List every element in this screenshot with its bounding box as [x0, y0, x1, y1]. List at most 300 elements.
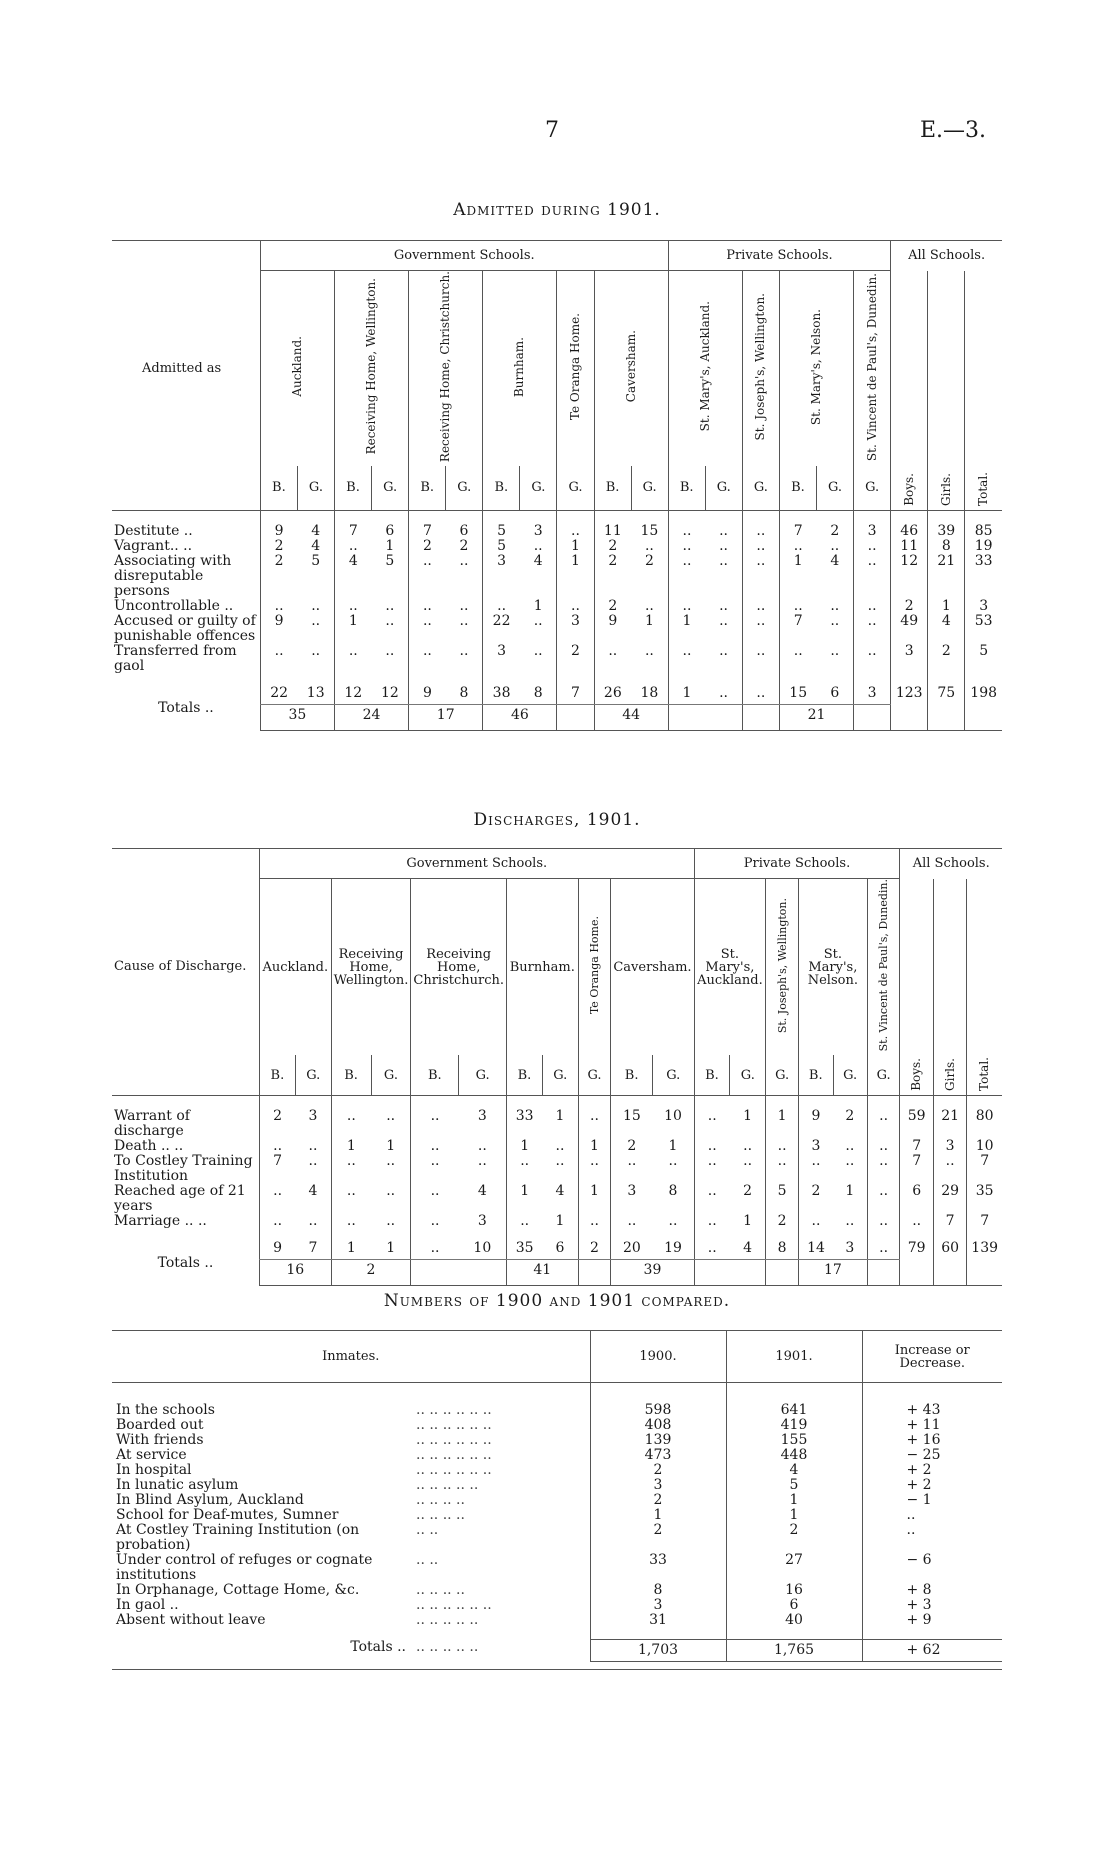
admitted-cell: 85: [965, 524, 1002, 539]
admitted-row-label: Uncontrollable ..: [114, 598, 234, 615]
compared-row-boarded-out: [112, 1418, 1002, 1433]
discharges-table: [112, 848, 1002, 1286]
discharges-school-te-oranga: Te Oranga Home.: [578, 879, 611, 1056]
admitted-cell: ..: [742, 539, 779, 554]
admitted-school-te-oranga: Te Oranga Home.: [557, 271, 594, 467]
discharges-school-burnham: Burnham.: [507, 879, 579, 1056]
admitted-cell: 49: [891, 614, 928, 644]
page-number: 7: [545, 118, 559, 143]
admitted-combined-total: 21: [779, 705, 853, 731]
admitted-total-cell: 3: [854, 686, 891, 705]
admitted-cell: 3: [483, 644, 520, 674]
discharges-school-st-vincent: St. Vincent de Paul's, Dunedin.: [867, 879, 900, 1056]
admitted-cell: 1: [557, 539, 594, 554]
compared-row-label: With friends: [116, 1431, 204, 1448]
discharges-subheader-14: B.: [798, 1055, 833, 1095]
admitted-cell: ..: [409, 599, 446, 614]
discharges-cell: ..: [668, 1153, 678, 1170]
admitted-cell: 2: [459, 538, 469, 555]
discharges-total-cell: ..: [867, 1241, 900, 1260]
admitted-cell: 11: [891, 539, 928, 554]
admitted-cell: ..: [830, 538, 840, 555]
admitted-cell: 1: [557, 554, 594, 599]
admitted-combined-total: 35: [260, 705, 334, 731]
admitted-row-label: Transferred from gaol: [114, 643, 237, 675]
discharges-cell: ..: [743, 1153, 753, 1170]
admitted-cell: ..: [459, 553, 469, 570]
admitted-cell: ..: [409, 614, 446, 644]
admitted-cell: 1: [533, 598, 543, 615]
admitted-cell: ..: [594, 644, 631, 674]
admitted-cell: ..: [644, 538, 654, 555]
admitted-school-st-josephs: St. Joseph's, Wellington.: [742, 271, 779, 467]
admitted-cell: ..: [459, 643, 469, 660]
admitted-cell: 9: [260, 614, 297, 644]
discharges-cell: 80: [967, 1109, 1002, 1139]
admitted-cell: ..: [311, 598, 321, 615]
discharges-cell: 2: [743, 1183, 753, 1200]
admitted-total-cell: 12: [372, 686, 409, 705]
admitted-cell: ..: [779, 599, 816, 614]
admitted-cell: 1: [385, 538, 395, 555]
compared-y1901-cell: 1: [726, 1508, 862, 1523]
compared-y1901-cell: 4: [726, 1463, 862, 1478]
admitted-subheader-5: G.: [446, 466, 483, 510]
admitted-cell: ..: [557, 524, 594, 539]
compared-y1901-cell: 2: [726, 1523, 862, 1553]
discharges-school-st-marys-auckland: St. Mary's, Auckland.: [694, 879, 766, 1056]
admitted-cell: ..: [385, 643, 395, 660]
discharges-cell: 2: [798, 1184, 833, 1214]
admitted-cell: 46: [891, 524, 928, 539]
admitted-totals-label: Totals ..: [158, 699, 214, 716]
admitted-total-cell: ..: [705, 686, 742, 705]
admitted-cell: 4: [830, 553, 840, 570]
discharges-subheader-5: G.: [459, 1055, 507, 1095]
compared-row-leader-dots: .. .. .. .. .. ..: [416, 1416, 492, 1433]
compared-y1901-cell: 16: [726, 1583, 862, 1598]
compared-y1901-cell: 27: [726, 1553, 862, 1583]
discharges-school-wellington: Receiving Home, Wellington.: [331, 879, 411, 1056]
discharges-total-cell: ..: [694, 1241, 730, 1260]
discharges-cell: 7: [967, 1154, 1002, 1184]
admitted-cell: ..: [854, 644, 891, 674]
admitted-row-label: Destitute ..: [114, 523, 193, 540]
admitted-cell: ..: [854, 554, 891, 599]
discharges-cell: ..: [386, 1153, 396, 1170]
admitted-subheader-2: B.: [334, 466, 371, 510]
admitted-cell: ..: [719, 613, 728, 630]
admitted-subheader-14: B.: [779, 466, 816, 510]
admitted-total-cell: 18: [631, 686, 668, 705]
admitted-row-label: Vagrant.. ..: [114, 538, 193, 555]
discharges-cell: ..: [867, 1139, 900, 1154]
admitted-cell: ..: [668, 524, 705, 539]
discharges-cell: 1: [507, 1139, 543, 1154]
admitted-subheader-6: B.: [483, 466, 520, 510]
admitted-cell: ..: [719, 538, 728, 555]
discharges-total-cell: 139: [967, 1241, 1002, 1260]
admitted-cell: 5: [965, 644, 1002, 674]
discharges-cell: 10: [664, 1108, 682, 1125]
discharges-cell: ..: [507, 1154, 543, 1184]
admitted-cell: ..: [385, 598, 395, 615]
compared-table: [112, 1330, 1002, 1670]
discharges-cell: 8: [668, 1183, 678, 1200]
discharges-cell: ..: [694, 1109, 730, 1139]
admitted-row-vagrant: [112, 539, 1002, 554]
compared-change-cell: ..: [862, 1508, 1002, 1523]
discharges-cell: 2: [611, 1139, 653, 1154]
admitted-cell: 8: [928, 539, 965, 554]
discharges-school-st-josephs: St. Joseph's, Wellington.: [766, 879, 799, 1056]
discharges-cell: 7: [900, 1154, 933, 1184]
admitted-cell: ..: [644, 643, 654, 660]
admitted-subheader-16: G.: [854, 466, 891, 510]
compared-totals-label: Totals ..: [350, 1638, 406, 1655]
discharges-combined-total: 17: [798, 1260, 867, 1286]
discharges-cell: 15: [611, 1109, 653, 1139]
admitted-cell: 2: [594, 539, 631, 554]
admitted-cell: 4: [533, 553, 543, 570]
compared-row-label: In Blind Asylum, Auckland: [116, 1491, 304, 1508]
admitted-group-private: Private Schools.: [668, 241, 890, 271]
discharges-subheader-15: G.: [833, 1055, 867, 1095]
compared-row-leader-dots: .. .. .. ..: [416, 1506, 465, 1523]
discharges-subheader-13: G.: [766, 1055, 799, 1095]
discharges-combined-total: 41: [507, 1260, 579, 1286]
discharges-cell: 1: [386, 1138, 396, 1155]
compared-y1901-cell: 448: [726, 1448, 862, 1463]
admitted-total-cell: 1: [668, 686, 705, 705]
discharges-cell: 1: [555, 1108, 565, 1125]
discharges-subheader-7: G.: [542, 1055, 578, 1095]
admitted-group-all: All Schools.: [891, 241, 1002, 271]
admitted-total-cell: 9: [409, 686, 446, 705]
discharges-cell: ..: [867, 1184, 900, 1214]
discharges-row-label: Death .. ..: [114, 1138, 184, 1155]
compared-row-in-gaol: [112, 1598, 1002, 1613]
compared-y1901-cell: 5: [726, 1478, 862, 1493]
compared-row-label: In the schools: [116, 1401, 215, 1418]
admitted-total-cell: 75: [928, 686, 965, 705]
compared-row-leader-dots: .. .. .. ..: [416, 1581, 465, 1598]
admitted-cell: 6: [385, 523, 395, 540]
compared-row-label: In Orphanage, Cottage Home, &c.: [116, 1581, 360, 1598]
discharges-cell: ..: [578, 1154, 611, 1184]
discharges-cell: ..: [845, 1138, 855, 1155]
discharges-cell: ..: [331, 1214, 371, 1229]
admitted-cell: 2: [260, 554, 297, 599]
admitted-total-cell: 15: [779, 686, 816, 705]
discharges-cell: 3: [477, 1213, 487, 1230]
discharges-subheader-10: G.: [652, 1055, 694, 1095]
discharges-col-total: Total.: [967, 879, 1002, 1096]
admitted-cell: 19: [965, 539, 1002, 554]
admitted-cell: ..: [668, 539, 705, 554]
discharges-cell: 10: [967, 1139, 1002, 1154]
admitted-row-transferred-from-gaol: [112, 644, 1002, 674]
compared-totals-row: [112, 1640, 1002, 1662]
discharges-cell: ..: [867, 1154, 900, 1184]
compared-totals-leader-dots: .. .. .. .. ..: [416, 1638, 479, 1655]
admitted-row-accused-or-guilty-of-punishable-offences: [112, 614, 1002, 644]
admitted-cell: ..: [409, 644, 446, 674]
compared-header-change: Increase or Decrease.: [862, 1331, 1002, 1383]
discharges-row-to-costley-training-institution: [112, 1154, 1002, 1184]
admitted-subheader-8: G.: [557, 466, 594, 510]
admitted-cell: ..: [830, 598, 840, 615]
admitted-cell: 2: [594, 599, 631, 614]
admitted-row-associating-with-disreputable-persons: [112, 554, 1002, 599]
admitted-total-cell: 13: [297, 686, 334, 705]
compared-y1901-cell: 419: [726, 1418, 862, 1433]
admitted-cell: 5: [385, 553, 395, 570]
compared-change-cell: + 2: [862, 1463, 1002, 1478]
compared-row-label: In lunatic asylum: [116, 1476, 239, 1493]
admitted-cell: 1: [334, 614, 371, 644]
compared-row-at-service: [112, 1448, 1002, 1463]
discharges-school-christchurch: Receiving Home, Christchurch.: [411, 879, 507, 1056]
discharges-cell: 3: [933, 1139, 966, 1154]
discharges-cell: ..: [477, 1153, 487, 1170]
discharges-cell: ..: [845, 1213, 855, 1230]
admitted-school-auckland: Auckland.: [260, 271, 334, 467]
admitted-cell: 2: [557, 644, 594, 674]
admitted-total-cell: ..: [742, 686, 779, 705]
discharges-total-cell: 35: [507, 1241, 543, 1260]
compared-row-leader-dots: .. .. .. .. .. ..: [416, 1461, 492, 1478]
admitted-cell: 3: [854, 524, 891, 539]
admitted-cell: 3: [965, 599, 1002, 614]
discharges-cell: ..: [668, 1213, 678, 1230]
discharges-cell: ..: [386, 1108, 396, 1125]
admitted-cell: ..: [459, 613, 469, 630]
admitted-cell: ..: [830, 613, 840, 630]
admitted-cell: 7: [779, 524, 816, 539]
compared-change-cell: + 8: [862, 1583, 1002, 1598]
admitted-cell: 5: [483, 539, 520, 554]
admitted-total-cell: 22: [260, 686, 297, 705]
admitted-cell: 5: [483, 524, 520, 539]
discharges-combined-total: 16: [259, 1260, 331, 1286]
compared-y1900-cell: 2: [590, 1523, 726, 1553]
discharges-row-label: To Costley Training Institution: [114, 1153, 253, 1185]
discharges-cell: 2: [259, 1109, 295, 1139]
admitted-subheader-12: G.: [705, 466, 742, 510]
compared-row-label: In gaol ..: [116, 1596, 179, 1613]
admitted-subheader-13: G.: [742, 466, 779, 510]
admitted-cell: ..: [334, 644, 371, 674]
compared-row-in-orphanage-cottage-home-c: [112, 1583, 1002, 1598]
admitted-cell: 9: [594, 614, 631, 644]
admitted-cell: 7: [779, 614, 816, 644]
admitted-cell: ..: [742, 599, 779, 614]
compared-change-cell: ..: [862, 1523, 1002, 1553]
discharges-row-marriage: [112, 1214, 1002, 1229]
discharges-total-cell: 3: [833, 1241, 867, 1260]
discharges-subheader-4: B.: [411, 1055, 459, 1095]
admitted-cell: 9: [260, 524, 297, 539]
discharges-group-government: Government Schools.: [259, 849, 694, 879]
admitted-cell: ..: [742, 614, 779, 644]
discharges-cell: ..: [411, 1139, 459, 1154]
discharges-cell: ..: [694, 1139, 730, 1154]
compared-header-1900: 1900.: [590, 1331, 726, 1383]
discharges-group-private: Private Schools.: [694, 849, 900, 879]
discharges-cell: 35: [967, 1184, 1002, 1214]
compared-change-cell: − 1: [862, 1493, 1002, 1508]
discharges-title: Discharges, 1901.: [473, 810, 641, 830]
admitted-cell: ..: [311, 643, 321, 660]
discharges-school-caversham: Caversham.: [611, 879, 694, 1056]
discharges-cell: ..: [331, 1154, 371, 1184]
admitted-total-cell: 6: [817, 686, 854, 705]
admitted-cell: ..: [533, 613, 543, 630]
discharges-cell: ..: [308, 1138, 318, 1155]
admitted-cell: 3: [483, 554, 520, 599]
discharges-cell: 1: [331, 1139, 371, 1154]
compared-change-cell: + 16: [862, 1433, 1002, 1448]
admitted-total-cell: 123: [891, 686, 928, 705]
discharges-total-cell: 1: [371, 1241, 411, 1260]
admitted-cell: 3: [891, 644, 928, 674]
discharges-total-cell: 79: [900, 1241, 933, 1260]
discharges-cell: 1: [578, 1139, 611, 1154]
discharges-cell: ..: [308, 1213, 318, 1230]
discharges-cell: 4: [308, 1183, 318, 1200]
admitted-cell: ..: [719, 523, 728, 540]
compared-header-inmates: Inmates.: [112, 1331, 590, 1383]
admitted-school-burnham: Burnham.: [483, 271, 557, 467]
compared-row-leader-dots: .. .. .. .. .. ..: [416, 1401, 492, 1418]
discharges-subheader-3: G.: [371, 1055, 411, 1095]
admitted-cell: ..: [533, 538, 543, 555]
discharges-cell: ..: [798, 1154, 833, 1184]
discharges-cell: 3: [308, 1108, 318, 1125]
admitted-cell: 3: [533, 523, 543, 540]
discharges-cell: 1: [555, 1213, 565, 1230]
admitted-cell: 7: [334, 524, 371, 539]
discharges-cell: ..: [578, 1109, 611, 1139]
admitted-cell: ..: [719, 598, 728, 615]
discharges-cell: 7: [967, 1214, 1002, 1229]
discharges-subheader-6: B.: [507, 1055, 543, 1095]
admitted-cell: 2: [409, 539, 446, 554]
discharges-total-cell: 7: [295, 1241, 331, 1260]
compared-total-y1901: 1,765: [726, 1640, 862, 1662]
discharges-cell: ..: [555, 1153, 565, 1170]
admitted-cell: 33: [965, 554, 1002, 599]
admitted-school-christchurch: Receiving Home, Christchurch.: [409, 271, 483, 467]
discharges-cell: ..: [259, 1139, 295, 1154]
discharges-cell: 3: [611, 1184, 653, 1214]
discharges-cell: 29: [933, 1184, 966, 1214]
compared-y1900-cell: 139: [590, 1433, 726, 1448]
discharges-cell: 9: [798, 1109, 833, 1139]
discharges-cell: ..: [259, 1184, 295, 1214]
discharges-cell: ..: [477, 1138, 487, 1155]
admitted-cell: 6: [459, 523, 469, 540]
admitted-cell: 5: [311, 553, 321, 570]
compared-change-cell: + 9: [862, 1613, 1002, 1628]
discharges-cell: ..: [766, 1139, 799, 1154]
admitted-cell: ..: [779, 539, 816, 554]
admitted-cell: ..: [483, 599, 520, 614]
discharges-cell: ..: [259, 1214, 295, 1229]
discharges-school-auckland: Auckland.: [259, 879, 331, 1056]
admitted-cell: ..: [719, 643, 728, 660]
admitted-col-total: Total.: [965, 271, 1002, 511]
discharges-row-warrant-of-discharge: [112, 1109, 1002, 1139]
discharges-subheader-12: G.: [730, 1055, 766, 1095]
admitted-total-cell: 8: [446, 686, 483, 705]
admitted-cell: ..: [668, 599, 705, 614]
admitted-cell: 2: [830, 523, 840, 540]
discharges-cell: ..: [555, 1138, 565, 1155]
admitted-cell: 2: [928, 644, 965, 674]
compared-header-1901: 1901.: [726, 1331, 862, 1383]
discharges-cell: 5: [766, 1184, 799, 1214]
discharges-cell: 1: [507, 1184, 543, 1214]
compared-row-label: At Costley Training Institution (on probation): [116, 1521, 360, 1553]
admitted-cell: 11: [594, 524, 631, 539]
discharges-cell: ..: [507, 1214, 543, 1229]
discharges-cell: 3: [798, 1139, 833, 1154]
admitted-cell: 4: [334, 554, 371, 599]
discharges-row-label: Warrant of discharge: [114, 1108, 190, 1140]
discharges-group-all: All Schools.: [900, 849, 1002, 879]
compared-y1901-cell: 641: [726, 1403, 862, 1418]
discharges-subheader-2: B.: [331, 1055, 371, 1095]
compared-y1901-cell: 40: [726, 1613, 862, 1628]
admitted-cell: ..: [385, 613, 395, 630]
admitted-cell: 12: [891, 554, 928, 599]
compared-y1900-cell: 2: [590, 1463, 726, 1478]
compared-row-label: School for Deaf-mutes, Sumner: [116, 1506, 339, 1523]
discharges-totals-label: Totals ..: [157, 1255, 214, 1272]
compared-y1900-cell: 473: [590, 1448, 726, 1463]
admitted-cell: 7: [409, 524, 446, 539]
compared-row-at-costley-training-institution-on-probation: [112, 1523, 1002, 1553]
admitted-cell: 2: [891, 599, 928, 614]
compared-y1900-cell: 33: [590, 1553, 726, 1583]
admitted-total-cell: 26: [594, 686, 631, 705]
compared-row-in-lunatic-asylum: [112, 1478, 1002, 1493]
admitted-cell: ..: [742, 524, 779, 539]
admitted-row-destitute: [112, 524, 1002, 539]
admitted-title: Admitted during 1901.: [453, 200, 661, 220]
discharges-cell: 33: [507, 1109, 543, 1139]
discharges-cell: ..: [411, 1184, 459, 1214]
discharges-total-cell: 10: [459, 1241, 507, 1260]
discharges-row-label: Marriage .. ..: [114, 1213, 207, 1230]
admitted-cell: ..: [557, 599, 594, 614]
discharges-total-cell: 6: [542, 1241, 578, 1260]
discharges-cell: ..: [331, 1184, 371, 1214]
compared-y1901-cell: 1: [726, 1493, 862, 1508]
admitted-total-cell: 7: [557, 686, 594, 705]
compared-change-cell: + 43: [862, 1403, 1002, 1418]
discharges-cell: ..: [798, 1214, 833, 1229]
discharges-cell: 4: [477, 1183, 487, 1200]
admitted-total-cell: 8: [520, 686, 557, 705]
discharges-total-cell: ..: [411, 1241, 459, 1260]
discharges-row-reached-age-of-21-years: [112, 1184, 1002, 1214]
compared-row-school-for-deaf-mutes-sumner: [112, 1508, 1002, 1523]
discharges-cell: 1: [743, 1213, 753, 1230]
admitted-cell: 1: [779, 554, 816, 599]
